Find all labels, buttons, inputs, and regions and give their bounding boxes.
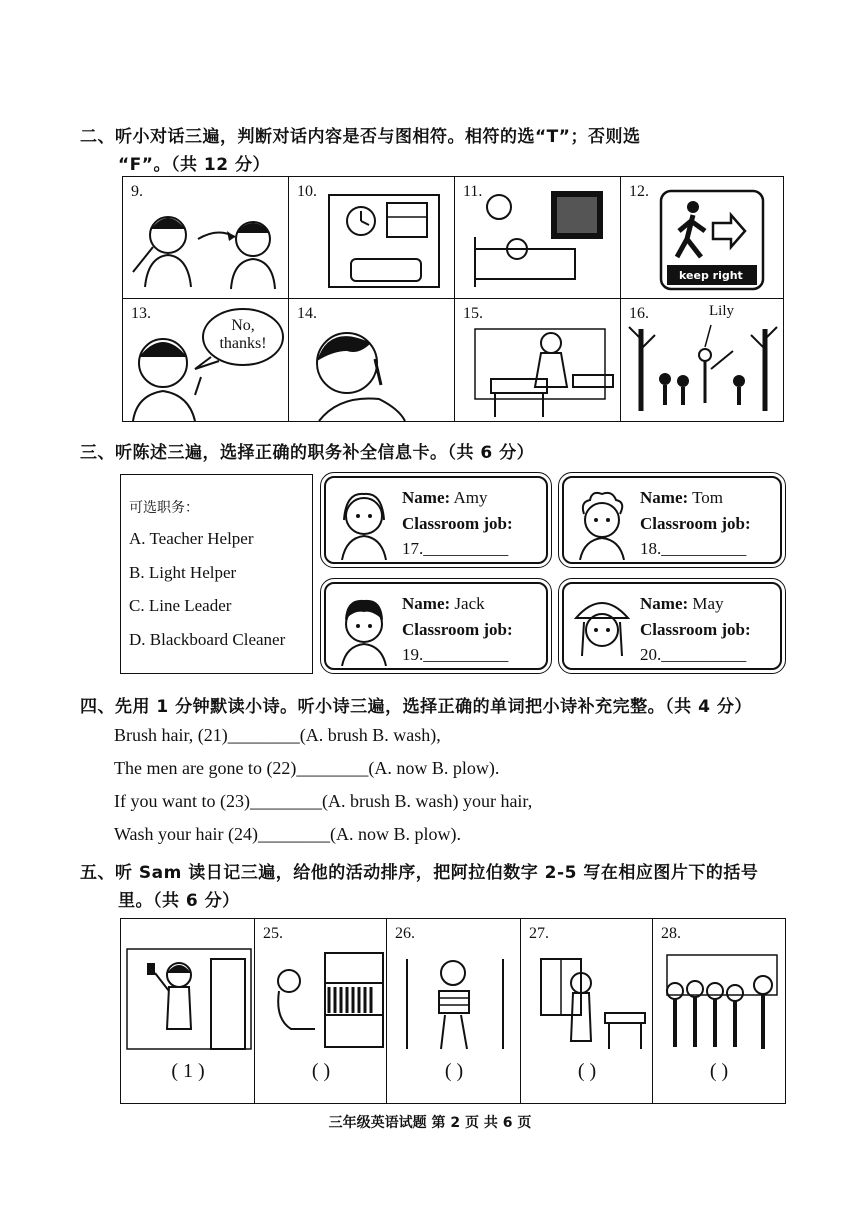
section5-title-line2: 里。（共 6 分） xyxy=(118,891,240,911)
page-footer: 三年级英语试题 第 2 页 共 6 页 xyxy=(328,1115,532,1131)
picture-item-10 xyxy=(288,176,456,300)
picture-item-11 xyxy=(454,176,622,300)
ordering-picture-strip xyxy=(120,918,786,1104)
poem-line-24: Wash your hair (24)________(A. now B. plow). xyxy=(114,824,462,844)
poem-line-21: Brush hair, (21)________(A. brush B. wash), xyxy=(114,725,441,745)
girl-hat-avatar-icon xyxy=(570,592,634,666)
job-label: Classroom job: xyxy=(640,514,751,533)
picture-item-12 xyxy=(620,176,784,300)
keep-right-text: keep right xyxy=(679,269,743,282)
item-number: 25. xyxy=(263,925,283,942)
answer-blank-17[interactable]: 17.__________ xyxy=(402,539,509,558)
name-label: Name: xyxy=(640,594,689,613)
section2-title-line2: “F”。（共 12 分） xyxy=(118,155,270,175)
true-false-picture-grid xyxy=(122,176,784,422)
boy-brushing-teeth-icon xyxy=(123,177,291,301)
item-number: 28. xyxy=(661,925,681,942)
name-label: Name: xyxy=(640,488,689,507)
info-card-may xyxy=(562,582,782,670)
picture-item-9 xyxy=(122,176,290,300)
info-card-jack xyxy=(324,582,548,670)
section5-title-line1: 五、听 Sam 读日记三遍，给他的活动排序，把阿拉伯数字 2-5 写在相应图片下的括号 xyxy=(80,863,759,883)
card-name: Jack xyxy=(454,594,485,613)
picture-item-15 xyxy=(454,298,622,422)
answer-paren: ( ) xyxy=(577,1060,597,1082)
answer-paren: ( ) xyxy=(444,1060,464,1082)
job-options-box xyxy=(120,474,313,674)
answer-blank-19[interactable]: 19.__________ xyxy=(402,645,509,664)
picture-item-14 xyxy=(288,298,456,422)
poem-line-23: If you want to (23)________(A. brush B. wash) your hair, xyxy=(114,791,533,811)
name-label: Name: xyxy=(402,488,451,507)
item-number: 27. xyxy=(529,925,549,942)
job-label: Classroom job: xyxy=(402,620,513,639)
answer-blank-18[interactable]: 18.__________ xyxy=(640,539,747,558)
keep-right-sign-icon xyxy=(621,177,785,301)
answer-paren: ( ) xyxy=(311,1060,331,1082)
item-number: 13. xyxy=(131,305,151,322)
section4-title: 四、先用 1 分钟默读小诗。听小诗三遍，选择正确的单词把小诗补充完整。（共 4 分） xyxy=(80,697,752,717)
lily-label: Lily xyxy=(709,303,734,319)
order-item-27 xyxy=(520,918,654,1104)
option-a: A. Teacher Helper xyxy=(129,529,254,548)
option-b: B. Light Helper xyxy=(129,563,237,582)
boy-sleeping-icon xyxy=(455,177,623,301)
option-c: C. Line Leader xyxy=(129,596,232,615)
item-number: 26. xyxy=(395,925,415,942)
info-card-amy xyxy=(324,476,548,564)
item-number: 15. xyxy=(463,305,483,322)
item-number: 9. xyxy=(131,183,143,200)
girl-avatar-icon xyxy=(332,486,396,560)
children-in-park-icon xyxy=(621,299,785,423)
section2-title-line1: 二、听小对话三遍，判断对话内容是否与图相符。相符的选“T”；否则选 xyxy=(80,127,641,147)
poem-line-22: The men are gone to (22)________(A. now B. plow). xyxy=(114,758,500,778)
boy-avatar-icon xyxy=(332,592,396,666)
job-label: Classroom job: xyxy=(640,620,751,639)
item-number: 11. xyxy=(463,183,483,200)
order-item-25 xyxy=(254,918,388,1104)
answer-paren: ( ) xyxy=(709,1060,729,1082)
item-number: 16. xyxy=(629,305,649,322)
answer-blank-20[interactable]: 20.__________ xyxy=(640,645,747,664)
curly-boy-avatar-icon xyxy=(570,486,634,560)
card-name: May xyxy=(692,594,724,613)
item-number: 14. xyxy=(297,305,317,322)
boy-quiet-gesture-icon xyxy=(289,299,457,423)
option-d: D. Blackboard Cleaner xyxy=(129,630,286,649)
card-name: Amy xyxy=(453,488,488,507)
name-label: Name: xyxy=(402,594,451,613)
room-clock-sofa-icon xyxy=(289,177,457,301)
info-card-tom xyxy=(562,476,782,564)
options-title: 可选职务： xyxy=(129,500,199,516)
girl-cleaning-desk-icon xyxy=(455,299,623,423)
item-number: 10. xyxy=(297,183,317,200)
order-item-start xyxy=(120,918,256,1104)
speech-bubble-text: No, thanks! xyxy=(219,317,267,352)
section3-title: 三、听陈述三遍，选择正确的职务补全信息卡。（共 6 分） xyxy=(80,443,535,463)
picture-item-13 xyxy=(122,298,290,422)
item-number: 12. xyxy=(629,183,649,200)
answer-paren: ( 1 ) xyxy=(171,1060,205,1082)
picture-item-16 xyxy=(620,298,784,422)
job-label: Classroom job: xyxy=(402,514,513,533)
order-item-26 xyxy=(386,918,522,1104)
card-name: Tom xyxy=(692,488,724,507)
order-item-28 xyxy=(652,918,786,1104)
